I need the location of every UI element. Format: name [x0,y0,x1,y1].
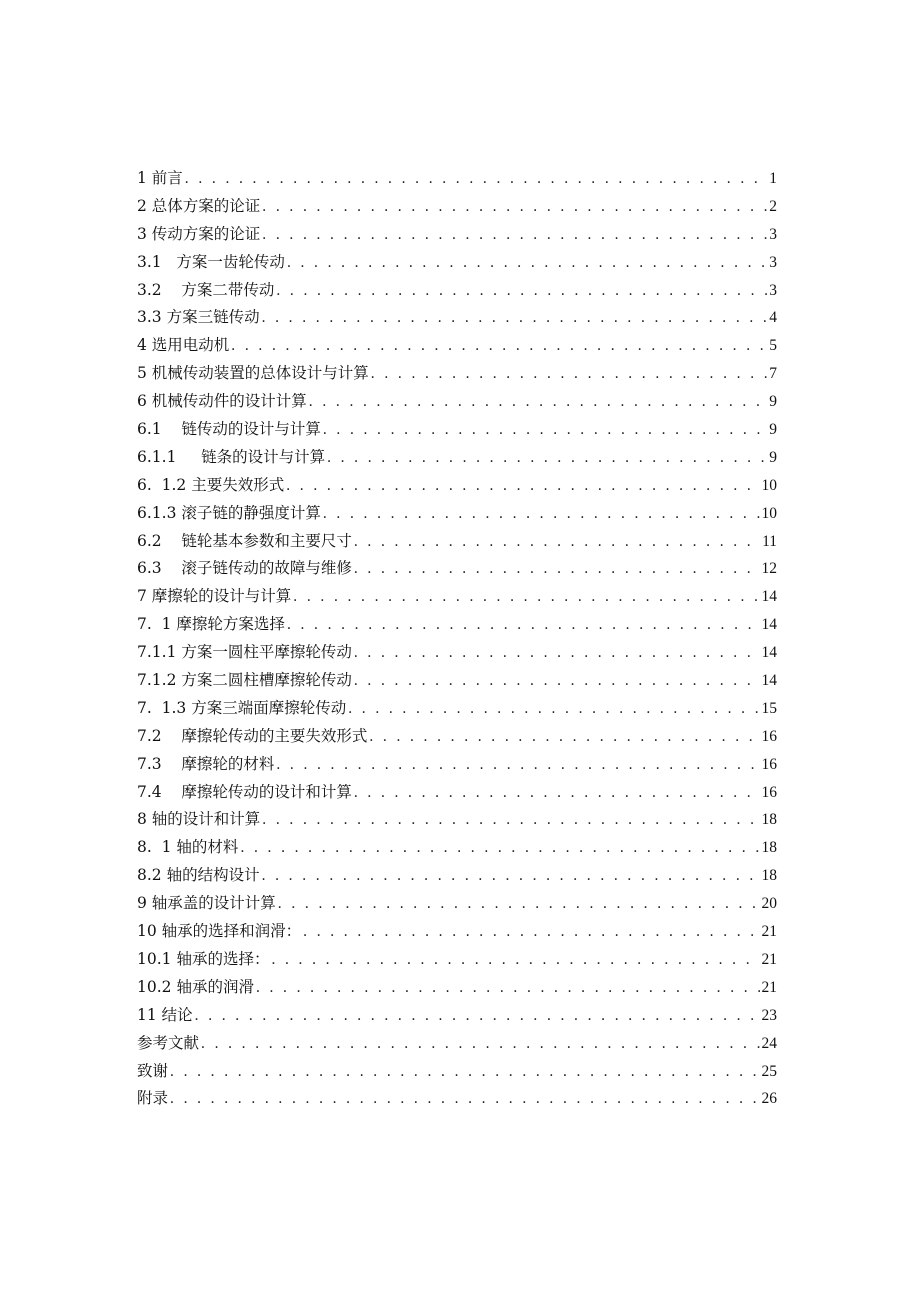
toc-entry-title: 9 轴承盖的设计计算 [137,894,276,913]
toc-entry-title: 7.4 摩擦轮传动的设计和计算 [137,782,352,801]
toc-entry-title: 6. 1.2 主要失效形式 [137,475,285,494]
toc-entry-title: 6.1 链传动的设计与计算 [137,420,321,439]
toc-entry-title: 7.1.1 方案一圆柱平摩擦轮传动 [137,643,352,662]
toc-entry-page-number: 7 [769,365,777,383]
toc-entry-title: 7.1.2 方案二圆柱槽摩擦轮传动 [137,671,352,690]
toc-entry-page-number: 12 [761,560,777,578]
toc-entry-page-number: 14 [761,616,777,634]
toc-entry-page-number: 25 [761,1062,777,1080]
toc-dot-leader [323,416,767,444]
toc-entry[interactable] [137,723,777,751]
toc-entry[interactable] [137,806,777,834]
toc-entry-page-number: 20 [761,895,777,913]
toc-entry-title: 3.1 方案一齿轮传动 [137,252,285,271]
toc-entry-title: 6.1.3 滚子链的静强度计算 [137,503,321,522]
toc-entry[interactable] [137,862,777,890]
toc-entry[interactable] [137,528,777,556]
toc-entry[interactable] [137,472,777,500]
toc-entry[interactable] [137,667,777,695]
toc-entry[interactable] [137,165,777,193]
toc-entry[interactable] [137,193,777,221]
toc-dot-leader [170,1058,759,1086]
toc-entry[interactable] [137,249,777,277]
toc-entry[interactable] [137,221,777,249]
toc-dot-leader [271,946,759,974]
toc-entry-title: 7.3 摩擦轮的材料 [137,754,275,773]
toc-entry[interactable] [137,304,777,332]
toc-dot-leader [278,890,760,918]
toc-entry-title: 致谢 [137,1061,169,1080]
toc-entry-page-number: 2 [769,197,777,215]
toc-entry[interactable] [137,332,777,360]
toc-entry-page-number: 10 [761,504,777,522]
toc-entry-page-number: 5 [769,337,777,355]
toc-dot-leader [303,918,759,946]
toc-entry[interactable] [137,555,777,583]
toc-entry-page-number: 9 [769,393,777,411]
toc-entry-page-number: 26 [761,1090,777,1108]
toc-dot-leader [201,1030,759,1058]
toc-entry-title: 2 总体方案的论证 [137,196,261,215]
toc-entry-page-number: 9 [769,448,777,466]
toc-dot-leader [293,583,759,611]
toc-dot-leader [309,388,767,416]
toc-entry-title: 5 机械传动装置的总体设计与计算 [137,364,369,383]
toc-entry-page-number: 9 [769,421,777,439]
toc-entry-title: 7 摩擦轮的设计与计算 [137,587,292,606]
toc-dot-leader [262,862,760,890]
toc-entry-page-number: 11 [762,532,777,550]
toc-dot-leader [256,974,760,1002]
toc-entry-title: 附录 [137,1089,169,1108]
toc-dot-leader [354,779,760,807]
toc-dot-leader [369,723,759,751]
toc-entry-title: 3.2 方案二带传动 [137,280,275,299]
toc-entry-page-number: 16 [761,755,777,773]
toc-entry-title: 参考文献 [137,1033,200,1052]
toc-entry-title: 6.1.1 链条的设计与计算 [137,447,326,466]
toc-dot-leader [185,165,767,193]
toc-dot-leader [327,444,767,472]
toc-entry-title: 10.1 轴承的选择： [137,949,270,968]
toc-entry-page-number: 18 [761,839,777,857]
toc-entry-page-number: 24 [761,1034,777,1052]
toc-dot-leader [262,221,767,249]
toc-entry-title: 7. 1.3 方案三端面摩擦轮传动 [137,698,347,717]
toc-entry[interactable] [137,500,777,528]
toc-entry-page-number: 15 [761,699,777,717]
toc-entry[interactable] [137,639,777,667]
toc-entry[interactable] [137,1058,777,1086]
toc-entry[interactable] [137,388,777,416]
toc-entry[interactable] [137,360,777,388]
toc-entry-page-number: 21 [761,950,777,968]
toc-entry[interactable] [137,779,777,807]
toc-entry-title: 7. 1 摩擦轮方案选择 [137,615,285,634]
toc-dot-leader [354,555,760,583]
toc-entry-page-number: 21 [761,978,777,996]
toc-dot-leader [276,751,759,779]
toc-entry-page-number: 4 [769,309,777,327]
toc-entry-title: 6 机械传动件的设计计算 [137,392,307,411]
toc-entry-page-number: 14 [761,672,777,690]
toc-dot-leader [262,304,768,332]
toc-entry[interactable] [137,416,777,444]
toc-dot-leader [354,528,760,556]
toc-dot-leader [262,806,759,834]
toc-dot-leader [195,1002,760,1030]
toc-entry-page-number: 16 [761,783,777,801]
toc-dot-leader [170,1085,759,1113]
toc-entry[interactable] [137,834,777,862]
toc-entry-title: 3.3 方案三链传动 [137,308,260,327]
toc-entry-title: 8.2 轴的结构设计 [137,866,260,885]
toc-entry[interactable] [137,611,777,639]
toc-entry[interactable] [137,890,777,918]
toc-entry[interactable] [137,444,777,472]
toc-entry-page-number: 10 [761,476,777,494]
toc-dot-leader [287,611,760,639]
toc-entry-page-number: 14 [761,644,777,662]
toc-dot-leader [240,834,759,862]
toc-entry[interactable] [137,1085,777,1113]
toc-entry-title: 1 前言 [137,169,183,187]
toc-entry[interactable] [137,918,777,946]
toc-entry[interactable] [137,1030,777,1058]
toc-entry[interactable] [137,974,777,1002]
toc-entry-title: 7.2 摩擦轮传动的主要失效形式 [137,726,368,745]
toc-entry[interactable] [137,946,777,974]
toc-list [137,165,777,1113]
toc-dot-leader [286,472,759,500]
toc-entry-title: 11 结论 [137,1005,193,1024]
toc-entry-page-number: 23 [761,1006,777,1024]
toc-entry-title: 6.2 链轮基本参数和主要尺寸 [137,531,352,550]
toc-dot-leader [276,277,767,305]
toc-entry-page-number: 14 [761,588,777,606]
toc-entry-page-number: 3 [769,281,777,299]
toc-dot-leader [348,695,759,723]
toc-entry-title: 4 选用电动机 [137,336,230,355]
toc-dot-leader [287,249,767,277]
toc-entry-page-number: 21 [761,923,777,941]
toc-entry[interactable] [137,751,777,779]
toc-dot-leader [371,360,767,388]
toc-entry[interactable] [137,277,777,305]
toc-entry[interactable] [137,583,777,611]
toc-entry-title: 10.2 轴承的润滑 [137,977,254,996]
toc-entry-page-number: 16 [761,727,777,745]
toc-entry[interactable] [137,1002,777,1030]
toc-entry-page-number: 18 [761,867,777,885]
toc-entry-title: 10 轴承的选择和润滑： [137,922,302,941]
toc-dot-leader [262,193,767,221]
toc-entry-page-number: 3 [769,225,777,243]
table-of-contents [137,165,777,1113]
toc-entry-title: 8. 1 轴的材料 [137,838,239,857]
toc-dot-leader [323,500,760,528]
toc-entry-page-number: 18 [761,811,777,829]
toc-dot-leader [354,639,760,667]
toc-entry-title: 8 轴的设计和计算 [137,810,261,829]
toc-entry-page-number: 3 [769,253,777,271]
toc-dot-leader [231,332,767,360]
toc-entry-page-number: 1 [769,170,777,187]
toc-entry-title: 3 传动方案的论证 [137,224,261,243]
toc-dot-leader [354,667,760,695]
toc-entry-title: 6.3 滚子链传动的故障与维修 [137,559,352,578]
toc-entry[interactable] [137,695,777,723]
